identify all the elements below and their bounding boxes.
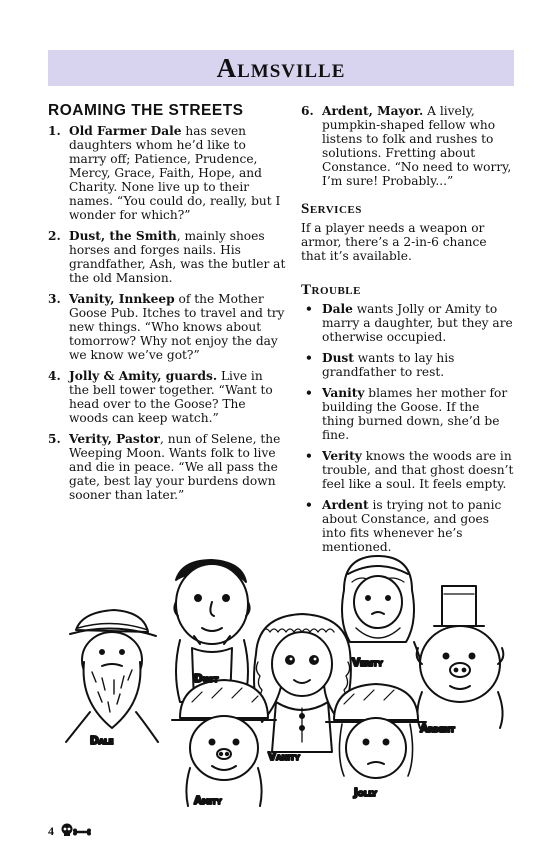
character-sketch	[62, 552, 514, 814]
label-jolly: Jolly	[354, 787, 377, 799]
bullet-icon: •	[305, 386, 313, 400]
npc-name: Ardent, Mayor.	[322, 104, 424, 118]
page-title: Almsville	[216, 52, 346, 83]
npc-number: 6.	[301, 104, 314, 118]
trouble-section	[301, 283, 515, 554]
services-section	[301, 202, 515, 263]
trouble-item	[301, 351, 515, 379]
services-heading: Services	[301, 201, 362, 217]
skull-and-bone-icon	[60, 822, 94, 841]
npc-name: Dust, the Smith	[69, 229, 177, 243]
trouble-name: Dust	[322, 351, 354, 365]
npc-item-1	[48, 124, 286, 222]
trouble-heading: Trouble	[301, 282, 361, 298]
trouble-text: blames her mother for building the Goose. If the thing burned down, she’d be fine.	[322, 386, 508, 442]
amity-figure	[172, 680, 276, 806]
trouble-text: knows the woods are in trouble, and that ghost doesn’t feel like a soul. It feels empty.	[322, 449, 514, 491]
trouble-name: Verity	[322, 449, 362, 463]
npc-text: has seven daughters whom he’d like to marry off; Patience, Prudence, Mercy, Grace, Faith, Hope, and Charity. None live up to their names. “You could do, really, but I wonder for which?”	[69, 124, 281, 222]
npc-text: , mainly shoes horses and forges nails. His grandfather, Ash, was the butler at the old Mansion.	[69, 229, 286, 285]
trouble-item	[301, 386, 515, 442]
npc-item-3	[48, 292, 286, 362]
trouble-item	[301, 302, 515, 344]
skull-icon-graphic	[60, 823, 94, 837]
npc-text: A lively, pumpkin-shaped fellow who listens to folk and rushes to solutions. Fretting about Constance. “No need to worry, I’m sure! Probably...”	[322, 104, 512, 188]
npc-number: 1.	[48, 124, 61, 138]
trouble-text: is trying not to panic about Constance, and goes into fits whenever he’s mentioned.	[322, 498, 502, 554]
trouble-text: wants to lay his grandfather to rest.	[322, 351, 455, 379]
npc-name: Vanity, Innkeep	[69, 292, 175, 306]
npc-name: Jolly & Amity, guards.	[69, 369, 218, 383]
page-number: 4	[48, 823, 54, 838]
npc-name: Verity, Pastor	[69, 432, 160, 446]
label-ardent: Ardent	[420, 723, 455, 735]
trouble-item	[301, 449, 515, 491]
right-column	[301, 104, 515, 561]
npc-number: 5.	[48, 432, 61, 446]
trouble-list	[301, 302, 515, 554]
page-footer	[48, 822, 94, 840]
label-dust: Dust	[194, 673, 219, 685]
label-verity: Verity	[352, 657, 383, 669]
npc-text: of the Mother Goose Pub. Itches to travel and try new things. “Who knows about tomorrow? Why not enjoy the day we know we’ve got?”	[69, 292, 285, 362]
npc-number: 4.	[48, 369, 61, 383]
npc-list-continued	[301, 104, 515, 188]
bullet-icon: •	[305, 449, 313, 463]
npc-number: 3.	[48, 292, 61, 306]
vanity-figure	[254, 614, 351, 752]
services-text: If a player needs a weapon or armor, there’s a 2-in-6 chance that it’s available.	[301, 221, 487, 263]
ardent-figure	[417, 586, 504, 728]
npc-item-4	[48, 369, 286, 425]
jolly-figure	[326, 684, 426, 778]
npc-text: , nun of Selene, the Weeping Moon. Wants folk to live and die in peace. “We all pass the gate, best lay your burdens down sooner than later.”	[69, 432, 281, 502]
npc-name: Old Farmer Dale	[69, 124, 182, 138]
npc-item-6	[301, 104, 515, 188]
npc-number: 2.	[48, 229, 61, 243]
npc-item-2	[48, 229, 286, 285]
label-amity: Amity	[194, 795, 222, 807]
trouble-item	[301, 498, 515, 554]
npc-text: Live in the bell tower together. “Want to head over to the Goose? The woods can keep watch.”	[69, 369, 273, 425]
character-illustration	[62, 552, 514, 814]
npc-list	[48, 124, 286, 502]
dale-figure	[66, 610, 158, 742]
label-vanity: Vanity	[268, 751, 300, 763]
trouble-text: wants Jolly or Amity to marry a daughter, but they are otherwise occupied.	[322, 302, 513, 344]
trouble-name: Vanity	[322, 386, 365, 400]
bullet-icon: •	[305, 498, 313, 512]
bullet-icon: •	[305, 302, 313, 316]
npc-item-5	[48, 432, 286, 502]
trouble-name: Dale	[322, 302, 353, 316]
label-dale: Dale	[90, 735, 114, 747]
left-column	[48, 104, 286, 509]
trouble-name: Ardent	[322, 498, 369, 512]
title-band	[48, 50, 514, 86]
roaming-heading: ROAMING THE STREETS	[48, 102, 244, 119]
bullet-icon: •	[305, 351, 313, 365]
